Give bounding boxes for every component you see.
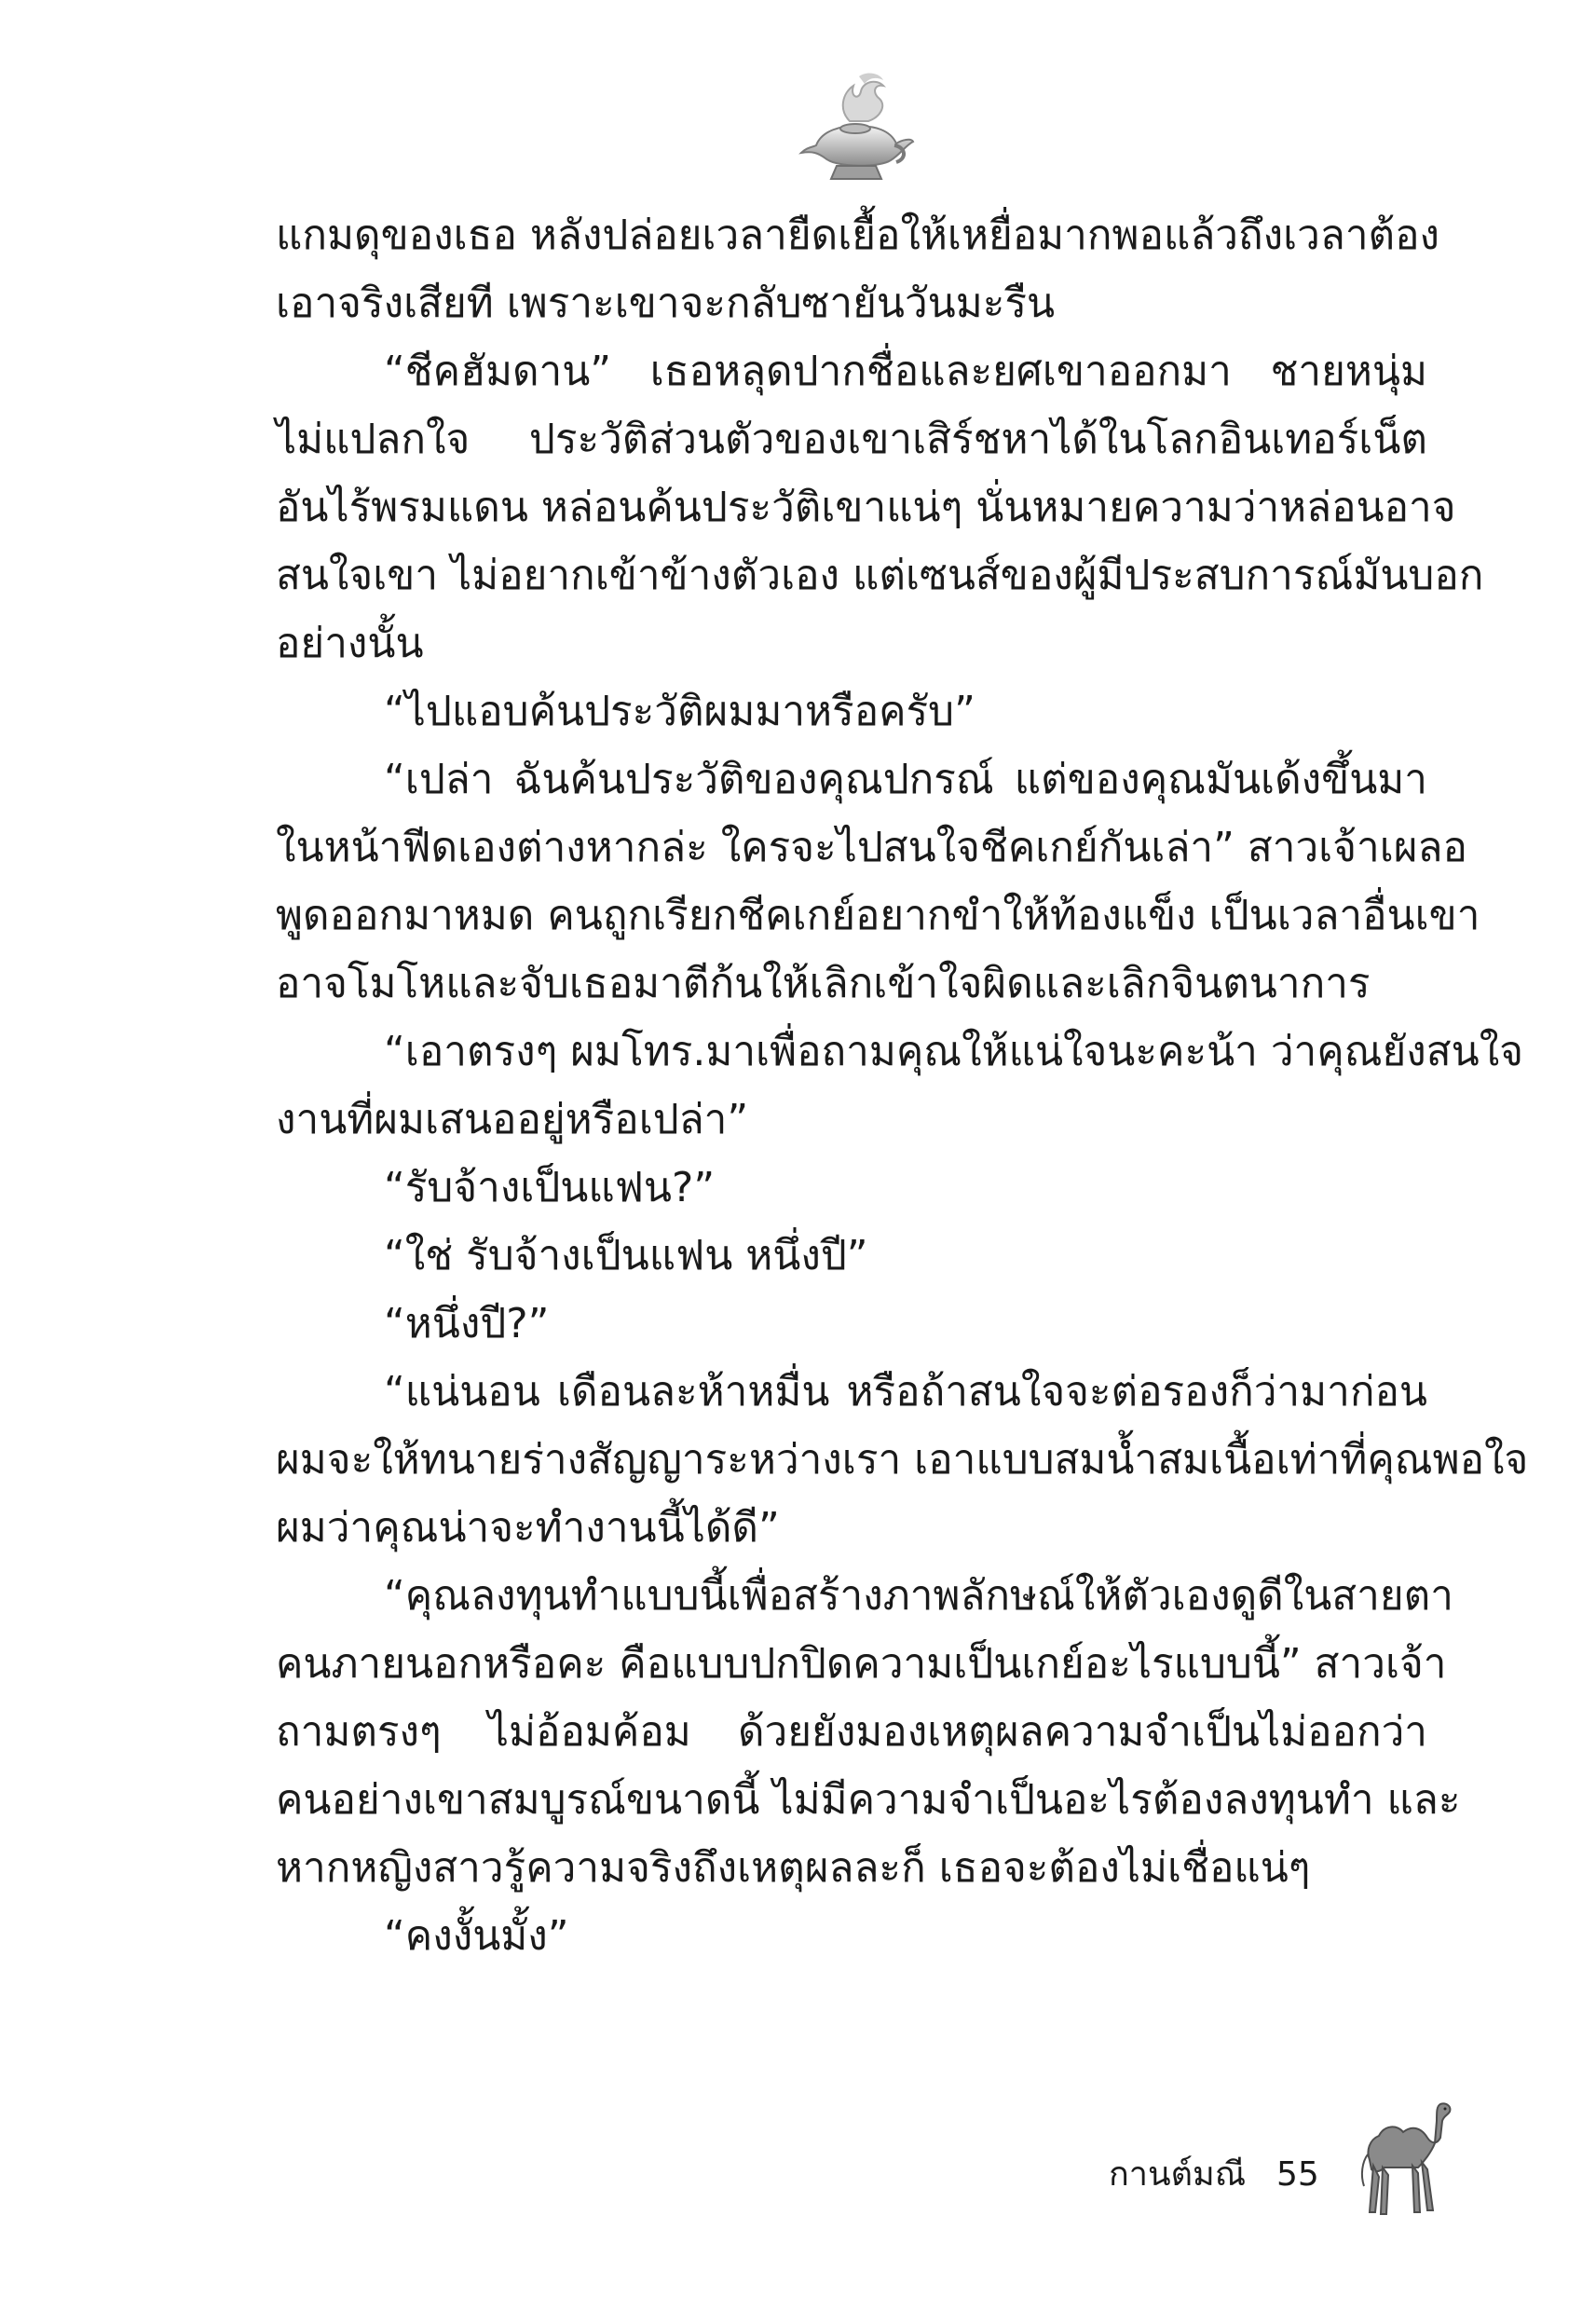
text-line: แกมดุของเธอ หลังปล่อยเวลายืดเยื้อให้เหยื่อมากพอแล้วถึงเวลาต้อง: [276, 212, 1440, 259]
text-line: ถามตรงๆ ไม่อ้อมค้อม ด้วยยังมองเหตุผลความจำเป็นไม่ออกว่า: [276, 1708, 1427, 1756]
text-line: “คงงั้นมั้ง”: [384, 1912, 569, 1960]
text-line: “หนึ่งปี?”: [384, 1300, 550, 1347]
text-line: สนใจเขา ไม่อยากเข้าข้างตัวเอง แต่เซนส์ของผู้มีประสบการณ์มันบอก: [276, 552, 1484, 599]
text-line: คนภายนอกหรือคะ คือแบบปกปิดความเป็นเกย์อะไรแบบนี้” สาวเจ้า: [276, 1640, 1447, 1688]
body-text: [276, 201, 1529, 1970]
book-title: กานต์มณี: [1109, 2155, 1247, 2194]
text-line: “คุณลงทุนทำแบบนี้เพื่อสร้างภาพลักษณ์ให้ตัวเองดูดีในสายตา: [384, 1572, 1453, 1620]
text-line: อย่างนั้น: [276, 620, 424, 667]
text-line: คนอย่างเขาสมบูรณ์ขนาดนี้ ไม่มีความจำเป็นอะไรต้องลงทุนทำ และ: [276, 1776, 1461, 1824]
text-line: “ใช่ รับจ้างเป็นแฟน หนึ่งปี”: [384, 1232, 868, 1279]
text-line: หากหญิงสาวรู้ความจริงถึงเหตุผลละก็ เธอจะต้องไม่เชื่อแน่ๆ: [276, 1844, 1311, 1892]
text-line: ผมว่าคุณน่าจะทำงานนี้ได้ดี”: [276, 1504, 780, 1552]
page-number: 55: [1276, 2155, 1319, 2194]
text-line: ผมจะให้ทนายร่างสัญญาระหว่างเรา เอาแบบสมน้ำสมเนื้อเท่าที่คุณพอใจ: [276, 1436, 1529, 1484]
text-line: อาจโมโหและจับเธอมาตีก้นให้เลิกเข้าใจผิดและเลิกจินตนาการ: [276, 960, 1371, 1007]
text-line: เอาจริงเสียที เพราะเขาจะกลับซายันวันมะรืน: [276, 280, 1056, 327]
text-line: “ไปแอบค้นประวัติผมมาหรือครับ”: [384, 688, 975, 735]
text-line: ในหน้าฟีดเองต่างหากล่ะ ใครจะไปสนใจชีคเกย์กันเล่า” สาวเจ้าเผลอ: [276, 824, 1467, 871]
text-line: “เอาตรงๆ ผมโทร.มาเพื่อถามคุณให้แน่ใจนะคะน้า ว่าคุณยังสนใจ: [384, 1028, 1523, 1075]
text-line: “รับจ้างเป็นแฟน?”: [384, 1164, 716, 1211]
text-line: “ชีคฮัมดาน” เธอหลุดปากชื่อและยศเขาออกมา ชายหนุ่ม: [384, 348, 1427, 395]
text-line: ไม่แปลกใจ ประวัติส่วนตัวของเขาเสิร์ชหาได้ในโลกอินเทอร์เน็ต: [276, 416, 1427, 463]
text-line: พูดออกมาหมด คนถูกเรียกชีคเกย์อยากขำให้ท้องแข็ง เป็นเวลาอื่นเขา: [276, 892, 1480, 939]
magic-lamp-icon: [794, 69, 917, 188]
text-line: งานที่ผมเสนออยู่หรือเปล่า”: [276, 1096, 749, 1143]
camel-icon: [1357, 2097, 1457, 2220]
text-line: “เปล่า ฉันค้นประวัติของคุณปกรณ์ แต่ของคุณมันเด้งขึ้นมา: [384, 756, 1427, 803]
text-line: “แน่นอน เดือนละห้าหมื่น หรือถ้าสนใจจะต่อรองก็ว่ามาก่อน: [384, 1368, 1427, 1415]
text-line: อันไร้พรมแดน หล่อนค้นประวัติเขาแน่ๆ นั่นหมายความว่าหล่อนอาจ: [276, 484, 1456, 531]
